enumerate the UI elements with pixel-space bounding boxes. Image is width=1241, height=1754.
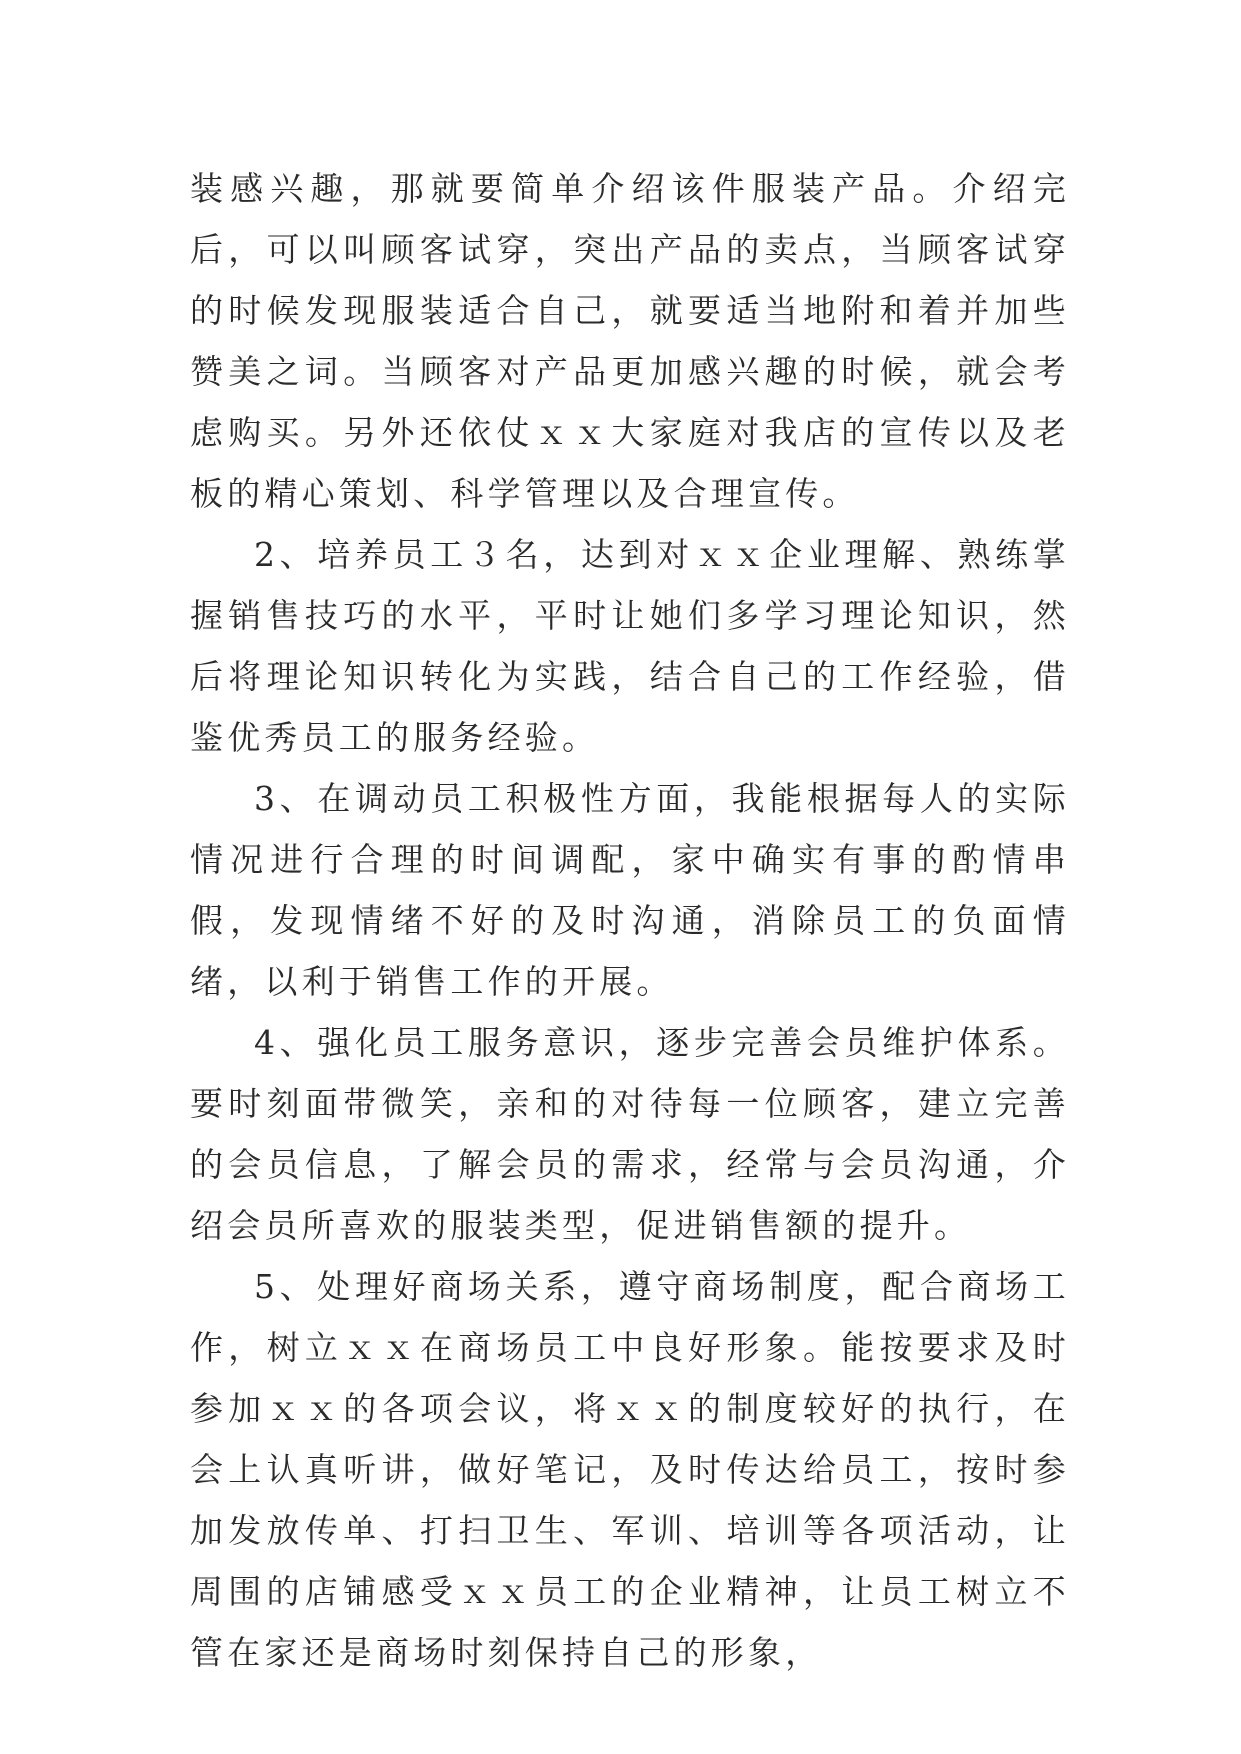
paragraph-item-2: 2、培养员工３名，达到对ｘｘ企业理解、熟练掌握销售技巧的水平，平时让她们多学习理论知识，然后将理论知识转化为实践，结合自己的工作经验，借鉴优秀员工的服务经验。 — [190, 535, 1070, 757]
paragraph-item-3: 3、在调动员工积极性方面，我能根据每人的实际情况进行合理的时间调配，家中确实有事的酌情串假，发现情绪不好的及时沟通，消除员工的负面情绪，以利于销售工作的开展。 — [190, 779, 1070, 1001]
paragraph-item-5: 5、处理好商场关系，遵守商场制度，配合商场工作，树立ｘｘ在商场员工中良好形象。能按要求及时参加ｘｘ的各项会议，将ｘｘ的制度较好的执行，在会上认真听讲，做好笔记，及时传达给员工，按时参加发放传单、打扫卫生、军训、培训等各项活动，让周围的店铺感受ｘｘ员工的企业精神，让员工树立不管在家还是商场时刻保持自己的形象， — [190, 1267, 1070, 1672]
document-body — [190, 158, 1070, 1683]
paragraph-item-4: 4、强化员工服务意识，逐步完善会员维护体系。要时刻面带微笑，亲和的对待每一位顾客，建立完善的会员信息，了解会员的需求，经常与会员沟通，介绍会员所喜欢的服装类型，促进销售额的提升。 — [190, 1023, 1070, 1245]
paragraph-continuation: 装感兴趣，那就要简单介绍该件服装产品。介绍完后，可以叫顾客试穿，突出产品的卖点，当顾客试穿的时候发现服装适合自己，就要适当地附和着并加些赞美之词。当顾客对产品更加感兴趣的时候，就会考虑购买。另外还依仗ｘｘ大家庭对我店的宣传以及老板的精心策划、科学管理以及合理宣传。 — [190, 169, 1070, 513]
